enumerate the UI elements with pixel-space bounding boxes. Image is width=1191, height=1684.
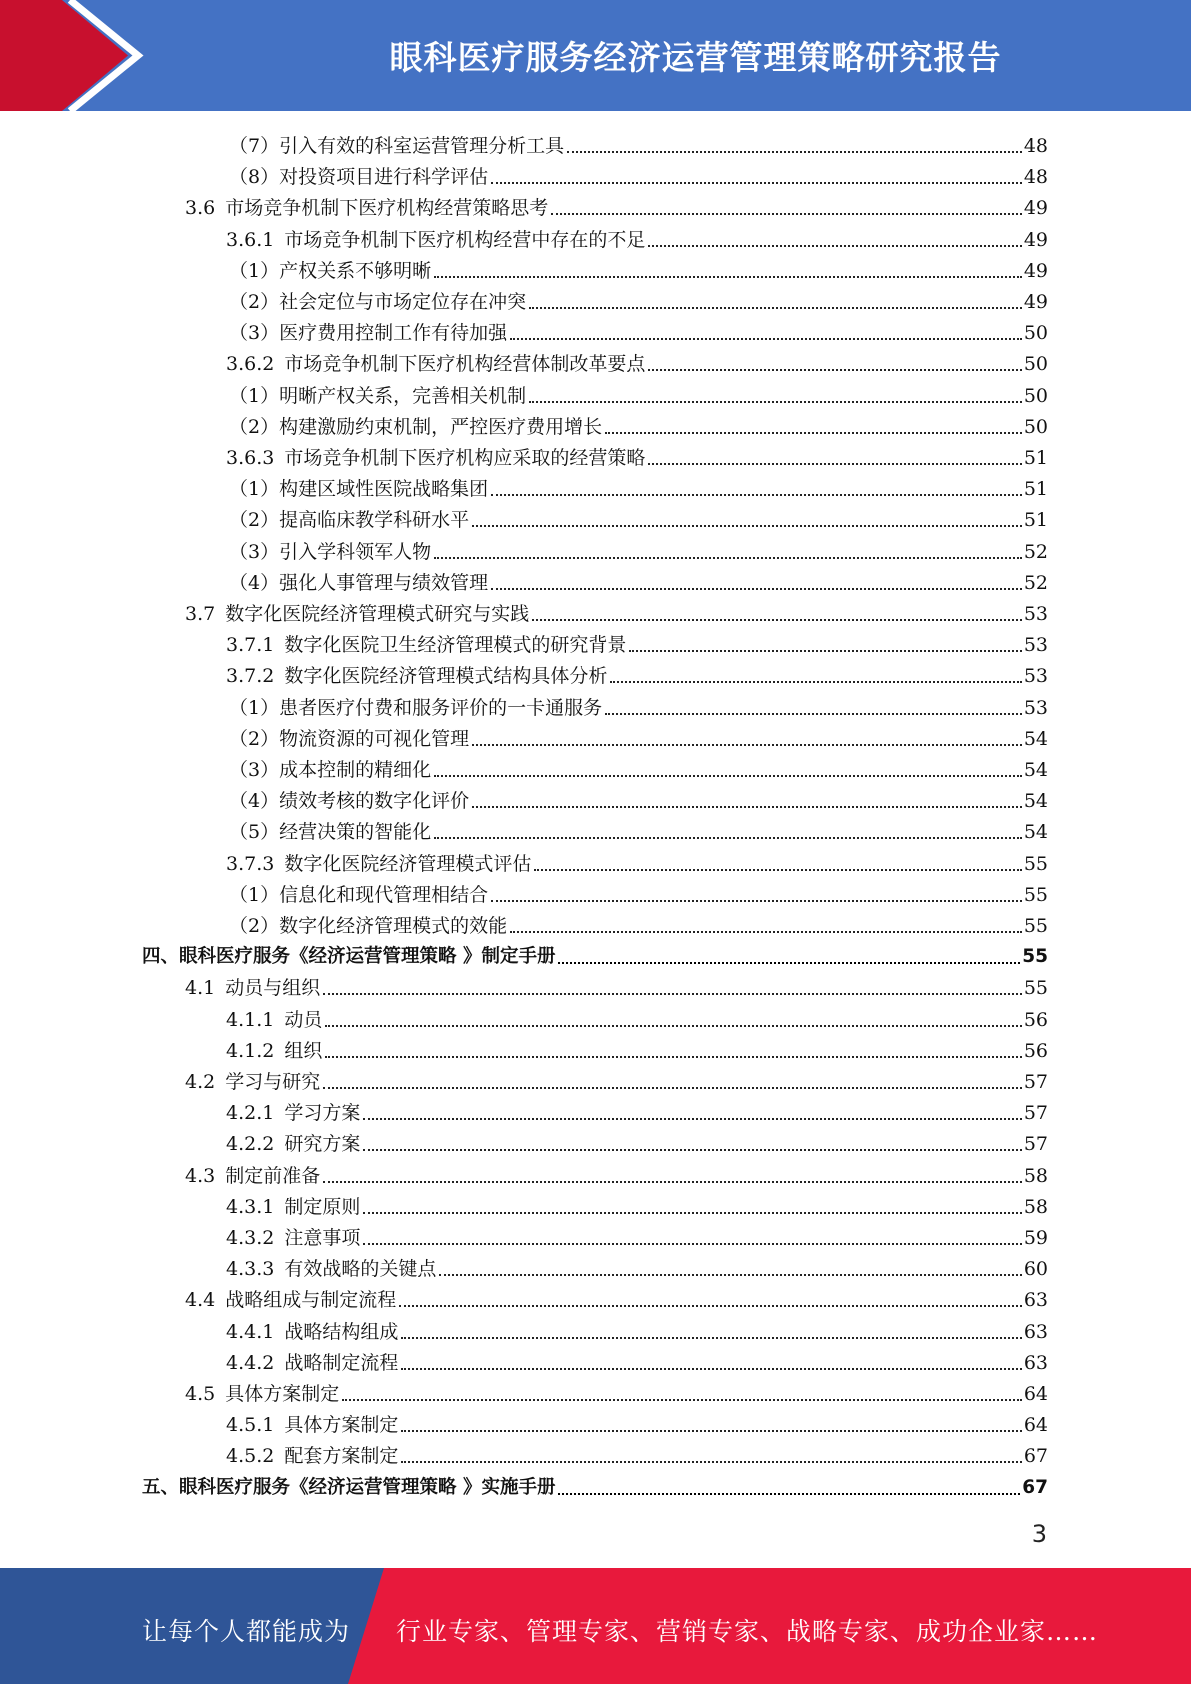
toc-entry-number: （2） <box>229 915 280 937</box>
toc-entry-number: 4.4.2 <box>226 1351 275 1374</box>
toc-dot-leader <box>629 649 1021 652</box>
toc-entry-title: 社会定位与市场定位存在冲突 <box>279 291 527 313</box>
footer-slogan-right: 行业专家、管理专家、营销专家、战略专家、成功企业家…… <box>396 1617 1099 1646</box>
toc-dot-leader <box>605 712 1022 715</box>
toc-entry-page: 51 <box>1023 447 1048 469</box>
toc-entry[interactable] <box>229 252 1048 283</box>
toc-dot-leader <box>434 774 1022 777</box>
toc-dot-leader <box>551 212 1022 215</box>
toc-entry-page: 55 <box>1023 977 1048 1000</box>
toc-entry-page: 59 <box>1023 1227 1048 1249</box>
toc-entry-number: 4.5.1 <box>226 1414 275 1437</box>
toc-entry-number: 3.6.3 <box>226 447 275 469</box>
toc-entry-number: 3.6.1 <box>226 228 275 251</box>
toc-entry-page: 63 <box>1023 1289 1048 1312</box>
toc-entry-number: （8） <box>229 166 280 189</box>
toc-entry[interactable] <box>185 1157 1048 1188</box>
toc-entry[interactable] <box>185 595 1048 626</box>
toc-entry-page: 57 <box>1023 1071 1048 1093</box>
toc-entry-page: 54 <box>1023 790 1048 813</box>
toc-entry[interactable] <box>226 1032 1048 1063</box>
toc-entry[interactable] <box>229 314 1048 345</box>
document-title: 眼科医疗服务经济运营管理策略研究报告 <box>389 38 1002 77</box>
toc-entry-page: 50 <box>1023 384 1048 407</box>
toc-entry[interactable] <box>229 408 1048 439</box>
toc-entry-title: 市场竞争机制下医疗机构经营策略思考 <box>225 197 549 220</box>
toc-entry-title: 市场竞争机制下医疗机构经营中存在的不足 <box>284 228 646 251</box>
toc-entry[interactable] <box>229 470 1048 501</box>
toc-entry-number: 3.7.1 <box>226 634 275 657</box>
toc-entry-title: 具体方案制定 <box>284 1414 399 1437</box>
toc-entry-page: 50 <box>1023 322 1048 345</box>
toc-dot-leader <box>491 181 1022 184</box>
toc-entry-title: 引入有效的科室运营管理分析工具 <box>279 135 565 157</box>
toc-entry-page: 50 <box>1023 353 1048 376</box>
toc-entry-title: 制定前准备 <box>225 1164 321 1187</box>
toc-entry[interactable] <box>226 1344 1048 1375</box>
toc-dot-leader <box>325 1024 1021 1027</box>
toc-entry-page: 63 <box>1023 1351 1048 1374</box>
toc-entry-number: 4.5 <box>185 1383 216 1405</box>
toc-entry-page: 48 <box>1023 166 1048 189</box>
toc-entry-number: 3.7 <box>185 603 216 625</box>
toc-entry-title: 动员 <box>284 1008 323 1031</box>
toc-entry[interactable] <box>229 283 1048 314</box>
toc-dot-leader <box>529 306 1022 309</box>
toc-entry-title: 患者医疗付费和服务评价的一卡通服务 <box>279 696 603 719</box>
toc-entry-page: 52 <box>1023 571 1048 594</box>
toc-entry-number: 4.3 <box>185 1164 216 1187</box>
toc-entry[interactable] <box>229 689 1048 720</box>
toc-entry-page: 49 <box>1023 197 1048 220</box>
toc-entry[interactable] <box>226 1406 1048 1437</box>
toc-dot-leader <box>567 150 1022 153</box>
toc-entry-title: 数字化医院经济管理模式研究与实践 <box>225 603 530 625</box>
toc-dot-leader <box>401 1460 1021 1463</box>
toc-entry-number: 4.2.1 <box>226 1102 275 1125</box>
toc-entry-number: （2） <box>229 291 280 313</box>
toc-dot-leader <box>399 1304 1022 1307</box>
toc-entry-page: 55 <box>1022 946 1048 968</box>
footer-slogan-left: 让每个人都能成为 <box>142 1617 351 1646</box>
toc-entry-number: 4.4 <box>185 1289 216 1312</box>
toc-dot-leader <box>323 992 1022 995</box>
toc-entry-page: 55 <box>1023 915 1048 937</box>
toc-entry-page: 64 <box>1023 1414 1048 1437</box>
toc-entry[interactable] <box>229 564 1048 595</box>
toc-entry-number: 4.1 <box>185 977 216 1000</box>
toc-entry[interactable] <box>226 657 1048 688</box>
toc-entry[interactable] <box>185 1063 1048 1094</box>
toc-entry-page: 53 <box>1023 603 1048 625</box>
toc-entry-number: （1） <box>229 883 280 906</box>
toc-entry-title: 构建激励约束机制，严控医疗费用增长 <box>279 415 603 438</box>
toc-entry-page: 56 <box>1023 1039 1048 1062</box>
toc-entry-page: 50 <box>1023 415 1048 438</box>
toc-entry[interactable] <box>185 1375 1048 1406</box>
toc-entry[interactable] <box>229 751 1048 782</box>
toc-entry-title: 学习方案 <box>284 1102 361 1125</box>
toc-dot-leader <box>510 930 1022 933</box>
toc-entry-number: （2） <box>229 415 280 438</box>
toc-dot-leader <box>434 275 1022 278</box>
toc-entry-title: 战略制定流程 <box>284 1351 399 1374</box>
toc-entry-page: 67 <box>1022 1476 1048 1498</box>
toc-entry-title: 产权关系不够明晰 <box>279 259 432 282</box>
toc-entry-page: 51 <box>1023 478 1048 501</box>
toc-entry-number: 4.1.2 <box>226 1039 275 1062</box>
toc-entry-page: 57 <box>1023 1102 1048 1125</box>
toc-entry-number: （1） <box>229 384 280 407</box>
toc-entry-page: 67 <box>1023 1445 1048 1468</box>
toc-dot-leader <box>363 1117 1021 1120</box>
toc-dot-leader <box>325 1055 1021 1058</box>
toc-entry-number: 4.5.2 <box>226 1445 275 1468</box>
toc-dot-leader <box>472 524 1022 527</box>
toc-dot-leader <box>648 244 1021 247</box>
toc-dot-leader <box>323 1180 1022 1183</box>
toc-entry[interactable] <box>185 1281 1048 1312</box>
page-number: 3 <box>1031 1520 1047 1548</box>
toc-entry-page: 48 <box>1023 135 1048 157</box>
toc-dot-leader <box>472 743 1022 746</box>
toc-dot-leader <box>648 368 1021 371</box>
toc-entry-page: 51 <box>1023 509 1048 532</box>
toc-entry[interactable] <box>226 1125 1048 1156</box>
toc-entry-title: 医疗费用控制工作有待加强 <box>279 322 508 345</box>
toc-entry[interactable] <box>229 533 1048 564</box>
toc-entry-title: 物流资源的可视化管理 <box>279 727 470 750</box>
toc-entry-number: 4.2 <box>185 1071 216 1093</box>
toc-entry-page: 58 <box>1023 1164 1048 1187</box>
toc-entry-title: 有效战略的关键点 <box>284 1258 437 1281</box>
toc-entry[interactable] <box>185 189 1048 220</box>
toc-entry[interactable] <box>226 439 1048 470</box>
toc-entry-title: 制定原则 <box>284 1195 361 1218</box>
toc-entry[interactable] <box>226 845 1048 876</box>
toc-entry-title: 战略结构组成 <box>284 1320 399 1343</box>
toc-entry-title: 具体方案制定 <box>225 1383 340 1405</box>
toc-entry-number: 3.7.3 <box>226 852 275 875</box>
toc-entry-title: 五、眼科医疗服务《经济运营管理策略 》实施手册 <box>142 1476 556 1498</box>
toc-entry[interactable] <box>229 127 1048 158</box>
page-header <box>0 0 1191 111</box>
toc-entry-title: 动员与组织 <box>225 977 321 1000</box>
toc-entry[interactable] <box>229 876 1048 907</box>
toc-dot-leader <box>605 431 1022 434</box>
toc-entry-page: 54 <box>1023 727 1048 750</box>
toc-dot-leader <box>472 805 1022 808</box>
toc-entry-page: 52 <box>1023 540 1048 563</box>
toc-entry-title: 注意事项 <box>284 1227 361 1249</box>
toc-dot-leader <box>401 1367 1021 1370</box>
toc-entry[interactable] <box>226 1094 1048 1125</box>
toc-entry-title: 市场竞争机制下医疗机构应采取的经营策略 <box>284 447 646 469</box>
toc-entry-title: 战略组成与制定流程 <box>225 1289 397 1312</box>
toc-dot-leader <box>558 1492 1020 1495</box>
toc-entry[interactable] <box>226 221 1048 252</box>
toc-entry-page: 49 <box>1023 228 1048 251</box>
toc-entry-page: 60 <box>1023 1258 1048 1281</box>
toc-entry-title: 构建区域性医院战略集团 <box>279 478 489 501</box>
toc-entry[interactable] <box>229 377 1048 408</box>
toc-entry-page: 63 <box>1023 1320 1048 1343</box>
toc-entry-title: 信息化和现代管理相结合 <box>279 883 489 906</box>
toc-entry-title: 明晰产权关系，完善相关机制 <box>279 384 527 407</box>
toc-dot-leader <box>491 587 1022 590</box>
toc-entry-title: 绩效考核的数字化评价 <box>279 790 470 813</box>
toc-entry-title: 数字化医院卫生经济管理模式的研究背景 <box>284 634 627 657</box>
toc-entry[interactable] <box>229 720 1048 751</box>
toc-entry-page: 49 <box>1023 291 1048 313</box>
toc-dot-leader <box>401 1429 1021 1432</box>
toc-entry-title: 经营决策的智能化 <box>279 821 432 844</box>
toc-dot-leader <box>363 1148 1021 1151</box>
toc-entry-title: 引入学科领军人物 <box>279 540 432 563</box>
toc-entry[interactable] <box>229 158 1048 189</box>
toc-entry-title: 市场竞争机制下医疗机构经营体制改革要点 <box>284 353 646 376</box>
toc-entry[interactable] <box>226 1188 1048 1219</box>
toc-entry-number: 3.6.2 <box>226 353 275 376</box>
toc-dot-leader <box>323 1086 1022 1089</box>
toc-entry[interactable] <box>229 813 1048 844</box>
toc-entry-number: 4.3.3 <box>226 1258 275 1281</box>
toc-dot-leader <box>534 868 1021 871</box>
toc-entry-title: 四、眼科医疗服务《经济运营管理策略 》制定手册 <box>142 946 556 968</box>
toc-entry-number: （1） <box>229 478 280 501</box>
toc-dot-leader <box>510 337 1022 340</box>
toc-entry-page: 54 <box>1023 759 1048 781</box>
toc-entry-page: 53 <box>1023 665 1048 688</box>
toc-entry-number: （5） <box>229 821 280 844</box>
toc-entry-title: 对投资项目进行科学评估 <box>279 166 489 189</box>
toc-entry-title: 组织 <box>284 1039 323 1062</box>
toc-entry-number: （7） <box>229 135 280 157</box>
toc-entry[interactable] <box>142 938 1048 969</box>
toc-entry-number: 4.3.1 <box>226 1195 275 1218</box>
toc-entry[interactable] <box>185 969 1048 1000</box>
toc-entry-number: （2） <box>229 509 280 532</box>
toc-dot-leader <box>491 493 1022 496</box>
toc-entry-title: 成本控制的精细化 <box>279 759 432 781</box>
toc-entry[interactable] <box>142 1469 1048 1500</box>
toc-dot-leader <box>439 1273 1021 1276</box>
toc-entry[interactable] <box>229 907 1048 938</box>
toc-entry-title: 强化人事管理与绩效管理 <box>279 571 489 594</box>
toc-dot-leader <box>401 1336 1021 1339</box>
toc-entry[interactable] <box>226 1437 1048 1468</box>
toc-entry[interactable] <box>229 782 1048 813</box>
toc-entry-page: 49 <box>1023 259 1048 282</box>
toc-entry-number: （3） <box>229 759 280 781</box>
toc-dot-leader <box>558 961 1020 964</box>
toc-entry-title: 学习与研究 <box>225 1071 321 1093</box>
toc-entry-title: 数字化医院经济管理模式评估 <box>284 852 532 875</box>
toc-dot-leader <box>363 1242 1021 1245</box>
toc-entry[interactable] <box>226 1313 1048 1344</box>
toc-entry[interactable] <box>226 345 1048 376</box>
toc-dot-leader <box>529 400 1022 403</box>
toc-entry-page: 55 <box>1023 852 1048 875</box>
toc-dot-leader <box>434 556 1022 559</box>
toc-entry-page: 58 <box>1023 1195 1048 1218</box>
toc-entry-page: 56 <box>1023 1008 1048 1031</box>
toc-entry-page: 53 <box>1023 696 1048 719</box>
toc-entry-number: 3.6 <box>185 197 216 220</box>
toc-entry-title: 配套方案制定 <box>284 1445 399 1468</box>
toc-entry[interactable] <box>226 1001 1048 1032</box>
toc-entry-page: 53 <box>1023 634 1048 657</box>
toc-entry[interactable] <box>226 1250 1048 1281</box>
toc-dot-leader <box>532 618 1022 621</box>
toc-entry-number: 4.2.2 <box>226 1133 275 1156</box>
toc-entry[interactable] <box>229 501 1048 532</box>
toc-entry-title: 研究方案 <box>284 1133 361 1156</box>
toc-dot-leader <box>363 1211 1021 1214</box>
toc-entry-page: 54 <box>1023 821 1048 844</box>
red-arrow-decoration <box>0 0 160 111</box>
toc-entry-number: 4.4.1 <box>226 1320 275 1343</box>
toc-entry-number: （3） <box>229 322 280 345</box>
toc-entry-number: （4） <box>229 790 280 813</box>
toc-entry-number: （2） <box>229 727 280 750</box>
toc-entry-number: （1） <box>229 259 280 282</box>
toc-dot-leader <box>342 1398 1022 1401</box>
toc-dot-leader <box>610 680 1021 683</box>
toc-entry-number: （1） <box>229 696 280 719</box>
toc-entry-title: 提高临床教学科研水平 <box>279 509 470 532</box>
toc-entry[interactable] <box>226 1219 1048 1250</box>
toc-dot-leader <box>491 899 1022 902</box>
toc-entry-title: 数字化医院经济管理模式结构具体分析 <box>284 665 608 688</box>
toc-entry-number: 4.3.2 <box>226 1227 275 1249</box>
toc-entry-number: （4） <box>229 571 280 594</box>
toc-entry-title: 数字化经济管理模式的效能 <box>279 915 508 937</box>
toc-entry-page: 55 <box>1023 883 1048 906</box>
toc-entry-number: 4.1.1 <box>226 1008 275 1031</box>
toc-entry-number: 3.7.2 <box>226 665 275 688</box>
toc-dot-leader <box>648 462 1021 465</box>
toc-entry-page: 64 <box>1023 1383 1048 1405</box>
toc-entry-page: 57 <box>1023 1133 1048 1156</box>
toc-dot-leader <box>434 836 1022 839</box>
toc-entry[interactable] <box>226 626 1048 657</box>
toc-entry-number: （3） <box>229 540 280 563</box>
